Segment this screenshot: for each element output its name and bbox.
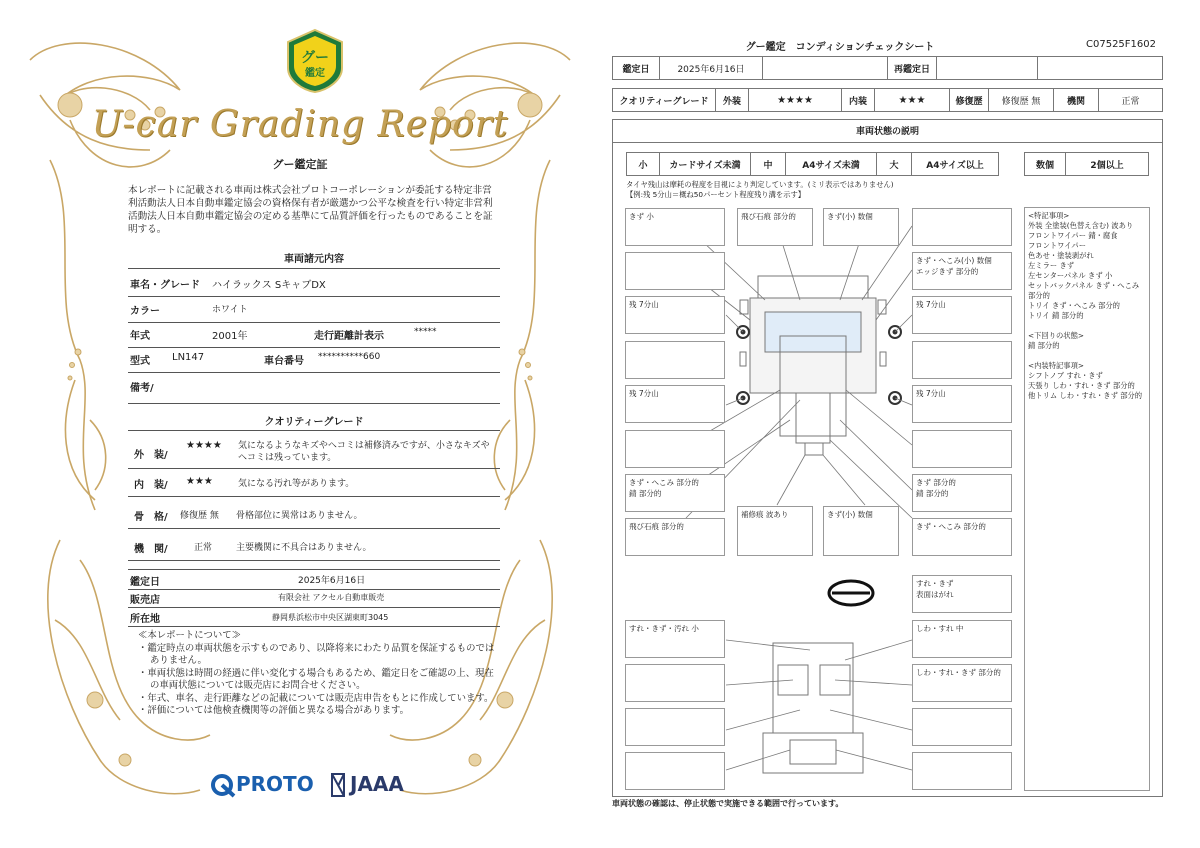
defect-box: すれ・きず・汚れ 小 — [625, 620, 725, 658]
defect-box: 飛び石痕 部分的 — [737, 208, 813, 246]
engine-comment: 主要機関に不具合はありません。 — [236, 543, 372, 553]
note-line: 錆 部分的 — [1028, 341, 1060, 350]
quality-row-engine — [128, 540, 500, 561]
date-label: 鑑定日 — [130, 577, 160, 588]
note-line: 天張り しわ・すれ・きず 部分的 — [1028, 381, 1135, 390]
defect-box: すれ・きず 表面はがれ — [912, 575, 1012, 613]
defect-box: きず・へこみ 部分的 錆 部分的 — [625, 474, 725, 512]
mileage-label: 走行距離計表示 — [314, 331, 384, 342]
note-line: 外装 全塗装(色替え含む) 波あり — [1028, 221, 1134, 230]
defect-box — [625, 752, 725, 790]
certificate-heading: グー鑑定証 — [272, 158, 328, 171]
repair-value: 修復歴 無 — [988, 88, 1054, 112]
chassis-value: **********660 — [318, 352, 381, 362]
color-value: ホワイト — [212, 305, 248, 315]
condition-heading: 車両状態の説明 — [612, 119, 1163, 143]
condition-check-sheet — [600, 0, 1200, 848]
svg-text:鑑定: 鑑定 — [305, 68, 325, 79]
defect-box: 飛び石痕 部分的 — [625, 518, 725, 556]
note-line — [1028, 351, 1146, 361]
address-label: 所在地 — [130, 614, 160, 625]
defect-box: きず 小 — [625, 208, 725, 246]
date-value: 2025年6月16日 — [298, 576, 366, 586]
ext-stars: ★★★★ — [748, 88, 842, 112]
sheet-title: グー鑑定 コンディションチェックシート — [745, 42, 935, 53]
tire-note-1: タイヤ残山は摩耗の程度を目視により判定しています。(ミリ表示ではありません) — [626, 180, 894, 189]
defect-box: きず・へこみ 部分的 — [912, 518, 1012, 556]
redate-label: 再鑑定日 — [887, 56, 937, 80]
note-line: <下回りの状態> — [1028, 331, 1085, 340]
count-label: 数個 — [1024, 152, 1066, 176]
shop-value: 有限会社 アクセル自動車販売 — [278, 593, 385, 602]
int-stars: ★★★ — [874, 88, 950, 112]
tire-box: 残 7分山 — [625, 385, 725, 423]
note-line: フロントワイパー 錆・腐食 — [1028, 231, 1118, 240]
defect-box: きず・へこみ(小) 数個 エッジきず 部分的 — [912, 252, 1012, 290]
note-line: 部分的 — [1028, 291, 1050, 300]
divider — [128, 430, 500, 431]
defect-box: しわ・すれ・きず 部分的 — [912, 664, 1012, 702]
note-line: 他トリム しわ・すれ・きず 部分的 — [1028, 391, 1143, 400]
engine-label: 機関 — [1053, 88, 1099, 112]
note-line: シフトノブ すれ・きず — [1028, 371, 1103, 380]
date-label: 鑑定日 — [612, 56, 660, 80]
int-label: 内装 — [841, 88, 875, 112]
spec-heading: 車両諸元内容 — [284, 254, 344, 265]
note-line: <内装特記事項> — [1028, 361, 1085, 370]
address-value: 静岡県浜松市中央区湖東町3045 — [272, 613, 389, 622]
divider — [128, 268, 500, 269]
defect-box — [625, 341, 725, 379]
size-small-label: 小 — [626, 152, 660, 176]
special-notes-panel — [1024, 207, 1150, 791]
year-value: 2001年 — [212, 331, 248, 342]
spec-row-remarks — [128, 379, 500, 404]
interior-stars: ★★★ — [186, 476, 213, 487]
shop-row — [128, 589, 500, 608]
tire-box: 残 7分山 — [912, 296, 1012, 334]
defect-box — [912, 208, 1012, 246]
quality-row-frame — [128, 508, 500, 529]
spec-row-color — [128, 302, 500, 323]
defect-box: きず(小) 数個 — [823, 208, 899, 246]
interior-label: 内 装/ — [134, 480, 168, 491]
defect-box: 補修痕 波あり — [737, 506, 813, 556]
spec-row-name — [128, 276, 500, 297]
quality-heading: クオリティーグレード — [264, 417, 364, 428]
notice-title: ≪本レポートについて≫ — [138, 630, 241, 641]
shop-label: 販売店 — [130, 595, 160, 606]
frame-comment: 骨格部位に異常はありません。 — [236, 511, 363, 521]
year-label: 年式 — [130, 331, 150, 342]
note-line: セットバックパネル きず・へこみ — [1028, 281, 1140, 290]
exterior-stars: ★★★★ — [186, 440, 222, 451]
spec-row-model — [128, 352, 500, 373]
quality-row-exterior — [128, 438, 500, 469]
address-row — [128, 608, 500, 627]
size-large-label: 大 — [876, 152, 912, 176]
ext-label: 外装 — [715, 88, 749, 112]
name-label: 車名・グレード — [130, 280, 200, 291]
notice-item: ・年式、車名、走行距離などの記載については販売店申告をもとに作成しています。 — [138, 692, 494, 704]
jaaa-logo-icon — [328, 772, 348, 798]
spec-row-year — [128, 327, 500, 348]
note-line: トリイ きず・へこみ 部分的 — [1028, 301, 1120, 310]
chassis-label: 車台番号 — [264, 356, 304, 367]
tire-box: 残 7分山 — [912, 385, 1012, 423]
proto-logo-icon — [210, 772, 236, 798]
quality-row-interior — [128, 476, 500, 497]
defect-box — [912, 752, 1012, 790]
tire-note-2: 【例:残 5分山＝概ね50パーセント程度残り溝を示す】 — [626, 190, 806, 199]
defect-box — [625, 430, 725, 468]
model-label: 型式 — [130, 356, 150, 367]
color-label: カラー — [130, 306, 160, 317]
interior-comment: 気になる汚れ等があります。 — [238, 479, 355, 489]
note-line: トリイ 錆 部分的 — [1028, 311, 1084, 320]
logos — [210, 770, 410, 800]
defect-box: しわ・すれ 中 — [912, 620, 1012, 658]
report-title: U-car Grading Report — [91, 104, 509, 145]
defect-box — [625, 252, 725, 290]
exterior-label: 外 装/ — [134, 450, 168, 461]
note-line: <特記事項> — [1028, 211, 1070, 220]
goo-badge-logo — [284, 28, 346, 94]
frame-value: 修復歴 無 — [180, 511, 219, 521]
defect-box: きず(小) 数個 — [823, 506, 899, 556]
jaaa-logo-text: JAAA — [350, 772, 404, 796]
defect-box — [625, 708, 725, 746]
date-row — [128, 569, 500, 590]
repair-label: 修復歴 — [949, 88, 989, 112]
defect-box — [912, 708, 1012, 746]
certificate-statement: 本レポートに記載される車両は株式会社プロトコーポレーションが委託する特定非営利活動法人日本自動車鑑定協会の資格保有者が厳選かつ公平な検査を行い特定非営利活動法人日本自動車鑑定協会の定める基準にて品質評価を行ったものであることを証明する。 — [128, 185, 493, 235]
engine-value: 正常 — [1098, 88, 1163, 112]
remarks-label: 備考/ — [130, 383, 154, 394]
notice-item: ・評価については他検査機関等の評価と異なる場合があります。 — [138, 705, 409, 716]
engine-label: 機 関/ — [134, 544, 168, 555]
note-line: 左センターパネル きず 小 — [1028, 271, 1113, 280]
sheet-footer: 車両状態の確認は、停止状態で実施できる範囲で行っています。 — [612, 799, 844, 808]
model-value: LN147 — [172, 352, 205, 363]
tire-box: 残 7分山 — [625, 296, 725, 334]
note-line — [1028, 321, 1146, 331]
frame-label: 骨 格/ — [134, 512, 168, 523]
date-value: 2025年6月16日 — [659, 56, 763, 80]
notice-item: ・鑑定時点の車両状態を示すものであり、以降将来にわたり品質を保証するものではありません。 — [138, 642, 495, 666]
proto-logo-text: PROTO — [236, 772, 314, 796]
name-value: ハイラックス SキャブDX — [212, 280, 326, 291]
sheet-code: C07525F1602 — [1086, 39, 1156, 50]
report-notice — [138, 630, 498, 718]
defect-box: きず 部分的 錆 部分的 — [912, 474, 1012, 512]
defect-box — [912, 430, 1012, 468]
note-line: 色あせ・塗装剥がれ — [1028, 251, 1094, 260]
engine-value: 正常 — [194, 543, 213, 553]
size-mid-desc: A4サイズ未満 — [785, 152, 877, 176]
note-line: フロントワイパー — [1028, 241, 1087, 250]
notice-item: ・車両状態は時間の経過に伴い変化する場合もあるため、鑑定日をご確認の上、現在の車両状態については販売店にお問合せください。 — [138, 667, 494, 691]
defect-box — [625, 664, 725, 702]
count-desc: 2個以上 — [1065, 152, 1149, 176]
mileage-value: ***** — [414, 327, 437, 337]
size-mid-label: 中 — [750, 152, 786, 176]
svg-text:グー: グー — [301, 50, 329, 66]
grade-label: クオリティーグレード — [612, 88, 716, 112]
note-line: 左ミラー きず — [1028, 261, 1075, 270]
size-large-desc: A4サイズ以上 — [911, 152, 999, 176]
defect-box — [912, 341, 1012, 379]
size-small-desc: カードサイズ未満 — [659, 152, 751, 176]
exterior-comment: 気になるようなキズやヘコミは補修済みですが、小さなキズやヘコミは残っています。 — [238, 441, 490, 463]
